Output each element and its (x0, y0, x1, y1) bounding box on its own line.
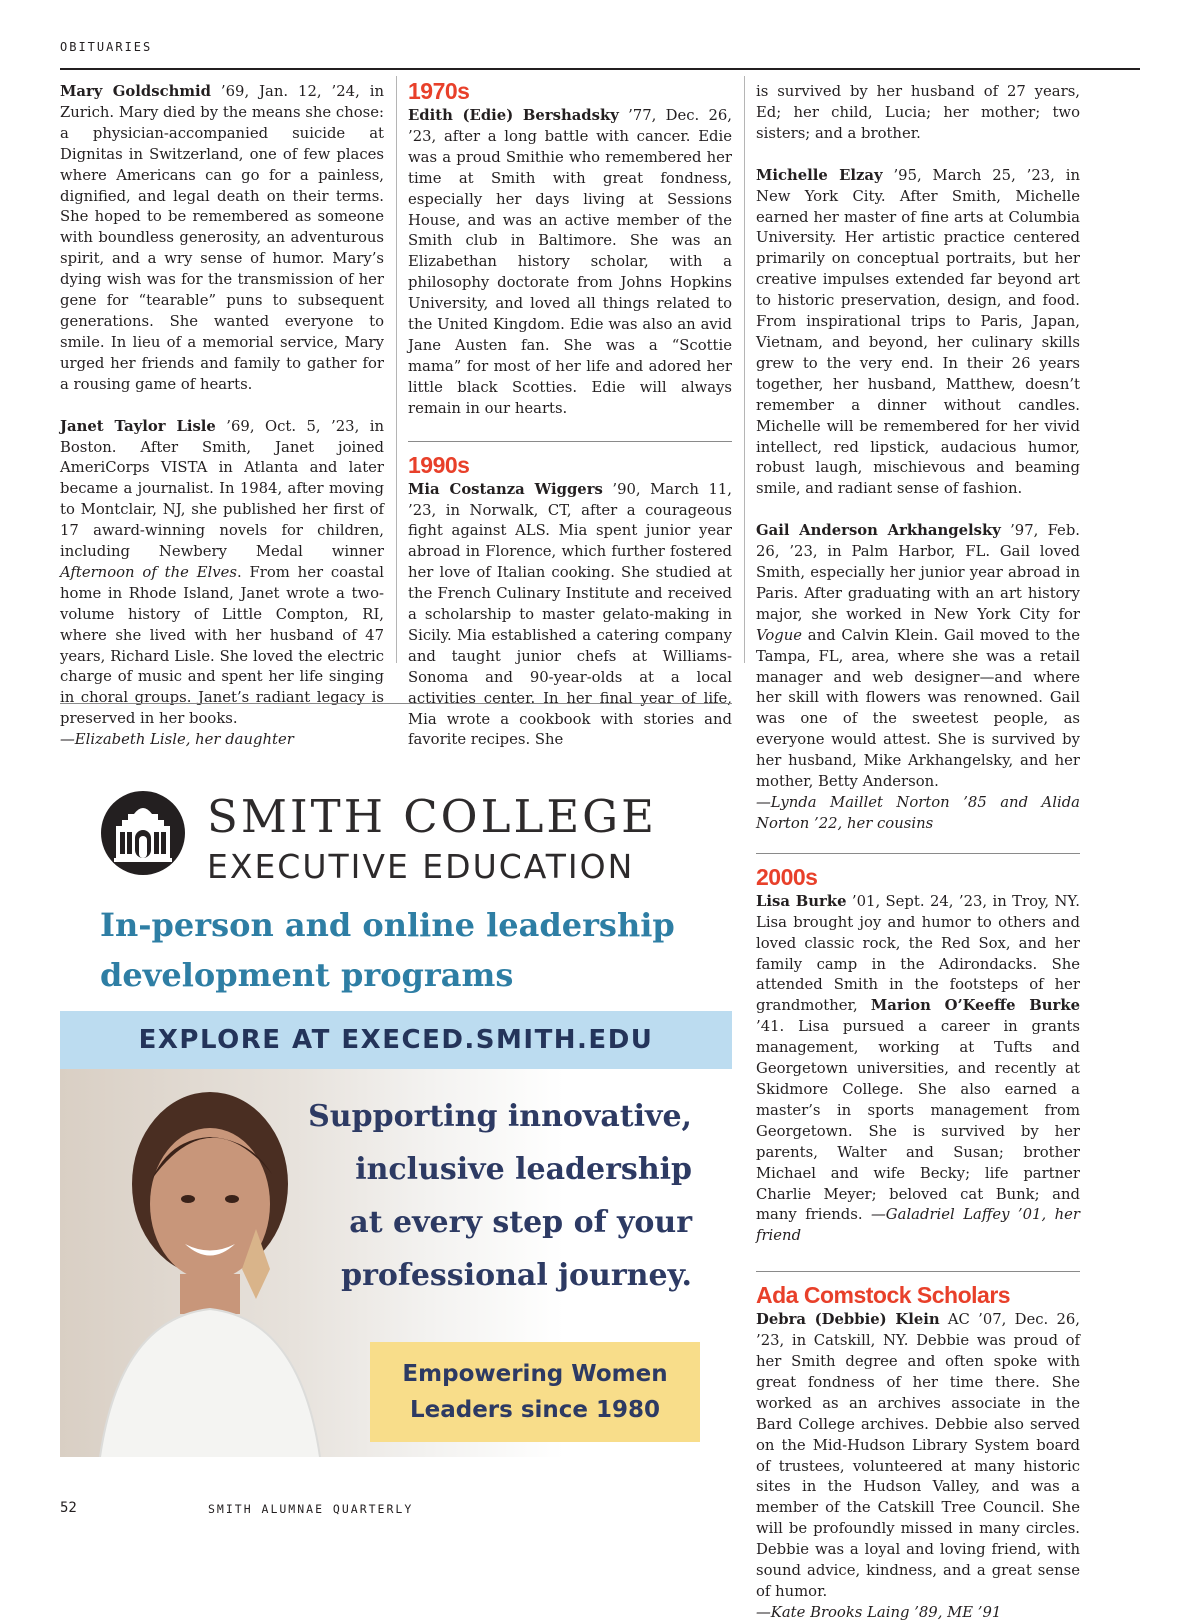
column-3 (756, 82, 1080, 1624)
obituary-name: Mary Goldschmid (60, 83, 211, 100)
obituary-name: Marion O’Keeffe Burke (870, 997, 1080, 1015)
advertisement[interactable] (60, 760, 732, 1457)
obituary-text: ’90, March 11, ’23, in Norwalk, CT, after a courageous fight against ALS. Mia spent junior year abroad in Florence, which further fostered her love of Italian cooking. She studied at the French Culinary Institute and received a scholarship to master gelato-making in Sicily. Mia established a catering company and taught junior chefs at Williams-Sonoma and 90-year-olds at a local activities center. In her final year of life, Mia wrote a cookbook with stories and favorite recipes. She (408, 480, 733, 749)
obituary-text: ’77, Dec. 26, ’23, after a long battle with cancer. Edie was a proud Smithie who remembered her time at Smith with great fondness, especially her days living at Sessions House, and was an active member of the Smith club in Baltimore. She was an Elizabethan history scholar, with a philosophy doctorate from Johns Hopkins University, and loved all things related to the United Kingdom. Edie was also an avid Jane Austen fan. She was a “Scottie mama” for most of her life and adored her little black Scotties. Edie will always remain in our hearts. (408, 107, 732, 417)
obituary-text: ’95, March 25, ’23, in New York City. After Smith, Michelle earned her master of fine arts at Columbia University. Her artistic practice centered primarily on conceptual portraits, but her creative impulses extended far beyond art to historic preservation, design, and food. From inspirational trips to Paris, Japan, Vietnam, and beyond, her culinary skills grew to the very end. In their 26 years together, her husband, Matthew, doesn’t remember a dinner without candles. Michelle will be remembered for her vivid intellect, red lipstick, audacious humor, robust laugh, mischievous and beaming smile, and radiant sense of fashion. (756, 166, 1080, 498)
section-rule (408, 441, 732, 442)
book-title: Afternoon of the Elves (60, 563, 237, 581)
decade-heading-1990s: 1990s (408, 451, 470, 478)
ad-headline-line: development programs (100, 956, 514, 994)
obituary-text: ’01, Sept. 24, ’23, in Troy, NY. Lisa brought joy and humor to others and loved classic rock, the Red Sox, and her family camp in the Adirondacks. She attended Smith in the footsteps of her grandmother, (756, 892, 1080, 1015)
column-1 (60, 82, 384, 772)
obituary-entry (756, 892, 1080, 1247)
ad-top-rule (60, 703, 732, 704)
section-label: OBITUARIES (60, 40, 153, 54)
obituary-name: Gail Anderson Arkhangelsky (756, 522, 1001, 540)
obituary-text: ’69, Jan. 12, ’24, in Zurich. Mary died by the means she chose: a physician-accompanied suicide at Dignitas in Switzerland, one of few places where Americans can go for a painless, dignified, and legal death on their terms. She hoped to be remembered as someone with boundless generosity, an adventurous spirit, and a wry sense of humor. Mary’s dying wish was for the transmission of her gene for “tearable” puns to subsequent generations. She wanted everyone to smile. In lieu of a memorial service, Mary urged her friends and family to gather for a rousing game of hearts. (60, 83, 384, 393)
section-rule (756, 853, 1080, 854)
column-divider (396, 76, 397, 663)
ad-badge-line: Leaders since 1980 (409, 1397, 661, 1423)
page-number: 52 (60, 1500, 77, 1516)
obituary-text: ’97, Feb. 26, ’23, in Palm Harbor, FL. Gail loved Smith, especially her junior year abroad in Paris. After graduating with an art history major, she worked in New York City for (756, 522, 1080, 623)
obituary-text: ’69, Oct. 5, ’23, in Boston. After Smith, Janet joined AmeriCorps VISTA in Atlanta and later became a journalist. In 1984, after moving to Montclair, NJ, she published her first of 17 award-winning novels for children, including Newbery Medal winner (60, 417, 384, 561)
obituary-text: ’41. Lisa pursued a career in grants management, working at Tufts and Georgetown universities, and recently at Skidmore College. She also earned a master’s in sports management from Georgetown. She is survived by her parents, Walter and Susan; brother Michael and wife Becky; life partner Charlie Meyer; beloved cat Bunk; and many friends. (756, 1018, 1080, 1224)
obituary-name: Lisa Burke (756, 892, 847, 910)
ad-cta-link[interactable]: EXPLORE AT EXECED.SMITH.EDU (138, 1025, 654, 1055)
decade-heading-2000s: 2000s (756, 863, 818, 890)
obituary-signature: —Elizabeth Lisle, her daughter (60, 731, 294, 749)
ad-tagline-line: at every step of your (349, 1205, 692, 1240)
top-rule (60, 68, 1140, 70)
ad-tagline-line: professional journey. (341, 1258, 692, 1293)
obituary-entry (60, 417, 384, 752)
ad-tagline-line: Supporting innovative, (308, 1099, 692, 1134)
ad-tagline-line: inclusive leadership (355, 1152, 692, 1187)
obituary-text: . From her coastal home in Rhode Island, Janet wrote a two-volume history of Little Compton, RI, where she lived with her husband of 47 years, Richard Lisle. She loved the electric charge of music and spent her life singing in choral groups. Janet’s radiant legacy is preserved in her books. (60, 563, 384, 728)
ad-cta-band[interactable] (60, 1011, 732, 1069)
smith-college-logo-icon (100, 790, 186, 876)
ad-badge (370, 1342, 700, 1442)
ad-tagline (262, 1090, 692, 1302)
obituary-signature: —Galadriel Laffey ’01, her friend (756, 1206, 1080, 1245)
column-2 (408, 78, 732, 751)
ad-badge-text (370, 1356, 700, 1428)
obituary-name: Janet Taylor Lisle (60, 417, 216, 435)
obituary-entry (408, 480, 732, 752)
ad-headline-line: In-person and online leadership (100, 906, 675, 944)
ad-badge-line: Empowering Women (402, 1361, 668, 1387)
obituary-entry (408, 106, 732, 420)
obituary-continuation: is survived by her husband of 27 years, Ed; her child, Lucia; her mother; two sisters; and a brother. (756, 83, 1080, 142)
obituary-text: AC ’07, Dec. 26, ’23, in Catskill, NY. Debbie was proud of her Smith degree and often spoke with great fondness of her time there. She worked as an archives associate in the Bard College archives. Debbie also served on the Mid-Hudson Library System board of trustees, volunteered at many historic sites in the Hudson Valley, and was a member of the Catskill Tree Council. She will be profoundly missed in many circles. Debbie was a loyal and loving friend, with sound advice, kindness, and a great sense of humor. (756, 1311, 1081, 1600)
obituary-name: Mia Costanza Wiggers (408, 480, 603, 498)
obituary-entry (756, 521, 1080, 835)
obituary-name: Edith (Edie) Bershadsky (408, 107, 619, 124)
obituary-text: and Calvin Klein. Gail moved to the Tampa, FL, area, where she was a retail manager and web designer—and where her skill with flowers was renowned. Gail was one of the sweetest people, as everyone would attest. She is survived by her husband, Mike Arkhangelsky, and her mother, Betty Anderson. (756, 626, 1080, 791)
obituary-entry (756, 1310, 1080, 1624)
obituary-entry (60, 82, 384, 396)
section-heading-ada-comstock: Ada Comstock Scholars (756, 1282, 1011, 1309)
ad-headline (100, 900, 720, 1000)
ad-subbrand: EXECUTIVE EDUCATION (207, 847, 635, 886)
obituary-signature: —Lynda Maillet Norton ’85 and Alida Norton ’22, her cousins (756, 794, 1080, 832)
obituary-name: Michelle Elzay (756, 166, 883, 184)
ad-brand: SMITH COLLEGE (207, 790, 657, 843)
decade-heading-1970s: 1970s (408, 78, 470, 104)
section-rule (756, 1271, 1080, 1272)
magazine-title: Vogue (756, 626, 802, 644)
publication-name: SMITH ALUMNAE QUARTERLY (208, 1502, 414, 1516)
obituary-name: Debra (Debbie) Klein (756, 1311, 940, 1329)
column-divider (744, 76, 745, 663)
obituary-entry (756, 166, 1080, 501)
obituary-signature: —Kate Brooks Laing ’89, ME ’91 (756, 1603, 1002, 1621)
